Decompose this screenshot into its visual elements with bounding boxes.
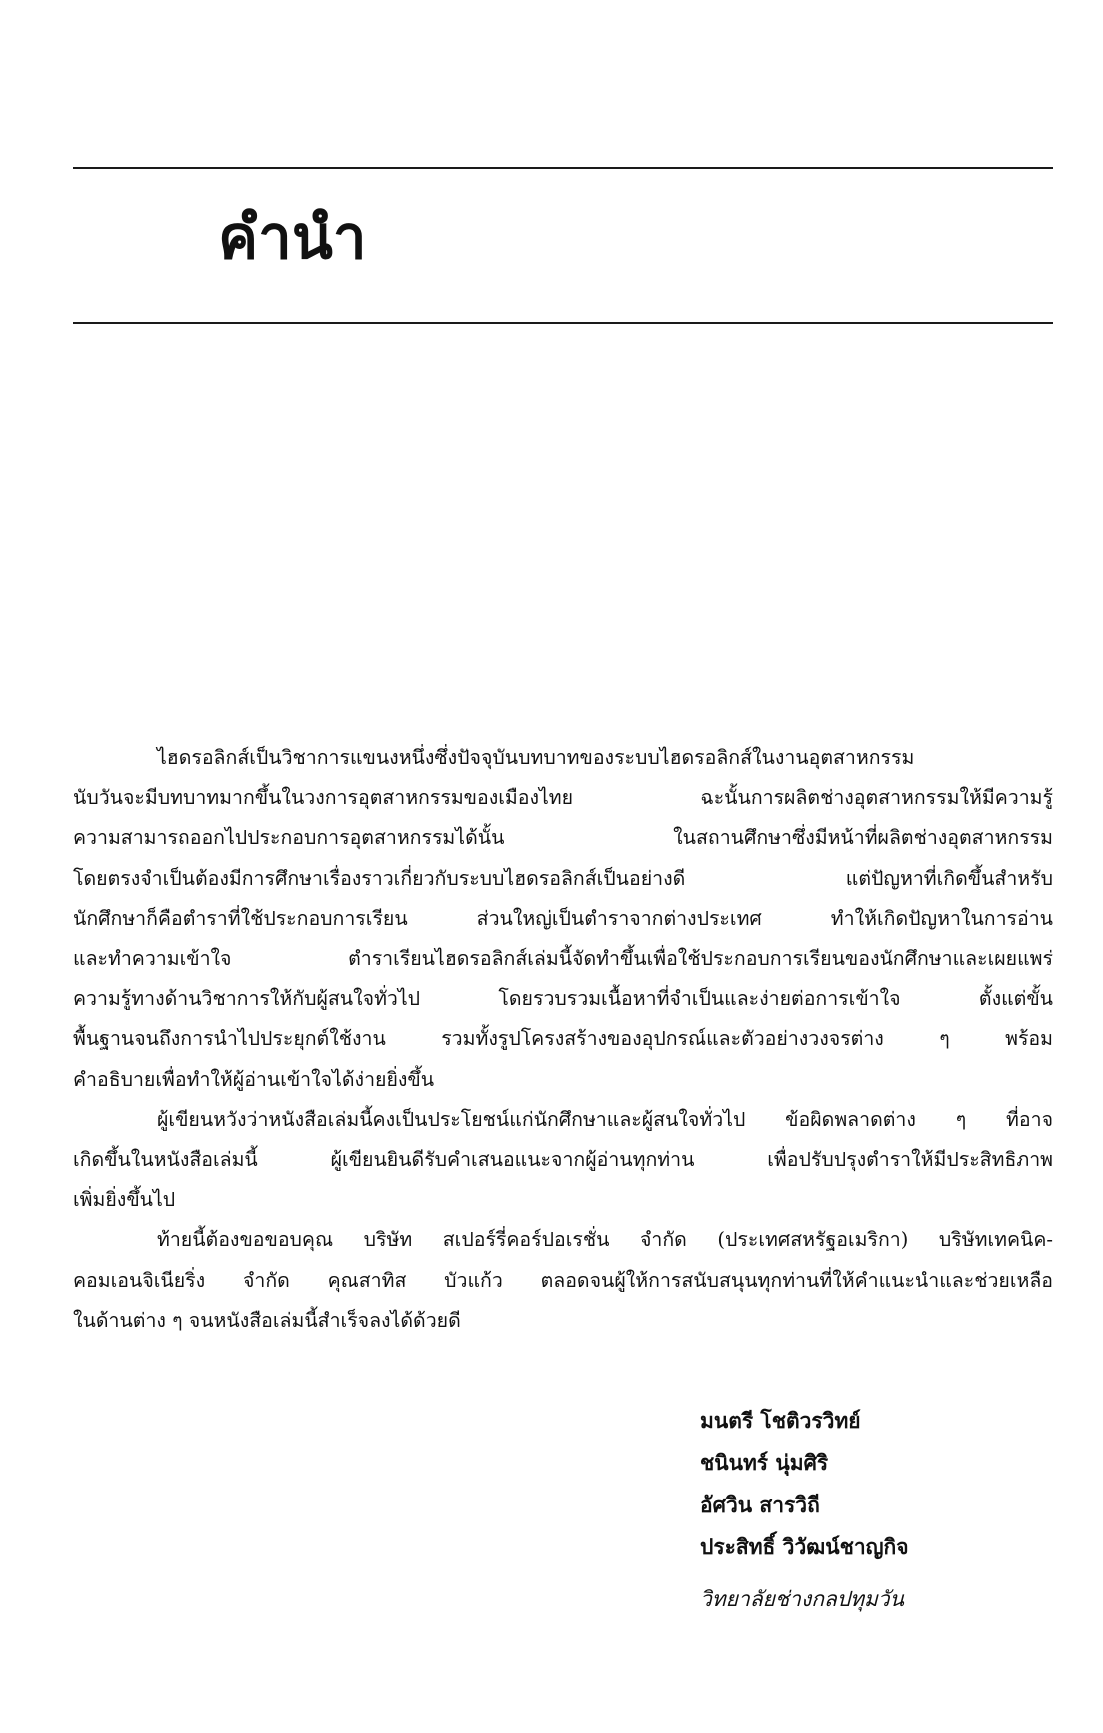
- author-affiliation: วิทยาลัยช่างกลปทุมวัน: [700, 1587, 904, 1611]
- text-line: ท้ายนี้ต้องขอขอบคุณ บริษัท สเปอร์รี่คอร์ปอเรชั่น จำกัด (ประเทศสหรัฐอเมริกา) บริษัทเทคนิค-: [157, 1228, 1053, 1252]
- top-rule: [73, 167, 1053, 169]
- author-name: ประสิทธิ์ วิวัฒน์ชาญกิจ: [700, 1534, 909, 1559]
- text-line: คำอธิบายเพื่อทำให้ผู้อ่านเข้าใจได้ง่ายยิ่งขึ้น: [73, 1067, 435, 1091]
- text-line: ผู้เขียนหวังว่าหนังสือเล่มนี้คงเป็นประโยชน์แก่นักศึกษาและผู้สนใจทั่วไป ข้อผิดพลาดต่าง ๆ ที่อาจ: [157, 1107, 1053, 1131]
- text-line: ในด้านต่าง ๆ จนหนังสือเล่มนี้สำเร็จลงได้ด้วยดี: [73, 1308, 461, 1332]
- text-line: เกิดขึ้นในหนังสือเล่มนี้ ผู้เขียนยินดีรับคำเสนอแนะจากผู้อ่านทุกท่าน เพื่อปรับปรุงตำราให้มีประสิทธิภาพ: [73, 1148, 1053, 1172]
- author-signatures: [700, 1400, 1060, 1614]
- paragraph-thanks: [73, 1220, 1053, 1341]
- paragraph-hope: [73, 1100, 1053, 1221]
- text-line: โดยตรงจำเป็นต้องมีการศึกษาเรื่องราวเกี่ยวกับระบบไฮดรอลิกส์เป็นอย่างดี แต่ปัญหาที่เกิดขึ้นสำหรับ: [73, 866, 1053, 890]
- paragraph-intro: [73, 738, 1053, 1100]
- text-line: นับวันจะมีบทบาทมากขึ้นในวงการอุตสาหกรรมของเมืองไทย ฉะนั้นการผลิตช่างอุตสาหกรรมให้มีความรู้: [73, 786, 1053, 810]
- page-title: คำนำ: [218, 203, 367, 273]
- text-line: ความรู้ทางด้านวิชาการให้กับผู้สนใจทั่วไป โดยรวบรวมเนื้อหาที่จำเป็นและง่ายต่อการเข้าใจ ตั้งแต่ขั้น: [73, 987, 1053, 1011]
- author-name: อัศวิน สารวิถี: [700, 1492, 820, 1517]
- text-line: ไฮดรอลิกส์เป็นวิชาการแขนงหนึ่งซึ่งปัจจุบันบทบาทของระบบไฮดรอลิกส์ในงานอุตสาหกรรม: [157, 746, 915, 769]
- text-line: ความสามารถออกไปประกอบการอุตสาหกรรมได้นั้น ในสถานศึกษาซึ่งมีหน้าที่ผลิตช่างอุตสาหกรรม: [73, 826, 1053, 850]
- text-line: เพิ่มยิ่งขึ้นไป: [73, 1188, 176, 1212]
- text-line: พื้นฐานจนถึงการนำไปประยุกต์ใช้งาน รวมทั้งรูปโครงสร้างของอุปกรณ์และตัวอย่างวงจรต่าง ๆ พร้อม: [73, 1027, 1053, 1051]
- text-line: และทำความเข้าใจ ตำราเรียนไฮดรอลิกส์เล่มนี้จัดทำขึ้นเพื่อใช้ประกอบการเรียนของนักศึกษาและเผยแพร่: [73, 947, 1053, 971]
- text-line: คอมเอนจิเนียริ่ง จำกัด คุณสาทิส บัวแก้ว ตลอดจนผู้ให้การสนับสนุนทุกท่านที่ให้คำแนะนำและช่วยเหลือ: [73, 1268, 1053, 1292]
- text-line: นักศึกษาก็คือตำราที่ใช้ประกอบการเรียน ส่วนใหญ่เป็นตำราจากต่างประเทศ ทำให้เกิดปัญหาในการอ่าน: [73, 906, 1053, 930]
- bottom-rule: [73, 322, 1053, 324]
- author-name: มนตรี โชติวรวิทย์: [700, 1408, 861, 1433]
- author-name: ชนินทร์ นุ่มศิริ: [700, 1450, 829, 1475]
- preface-body: [73, 738, 1053, 1341]
